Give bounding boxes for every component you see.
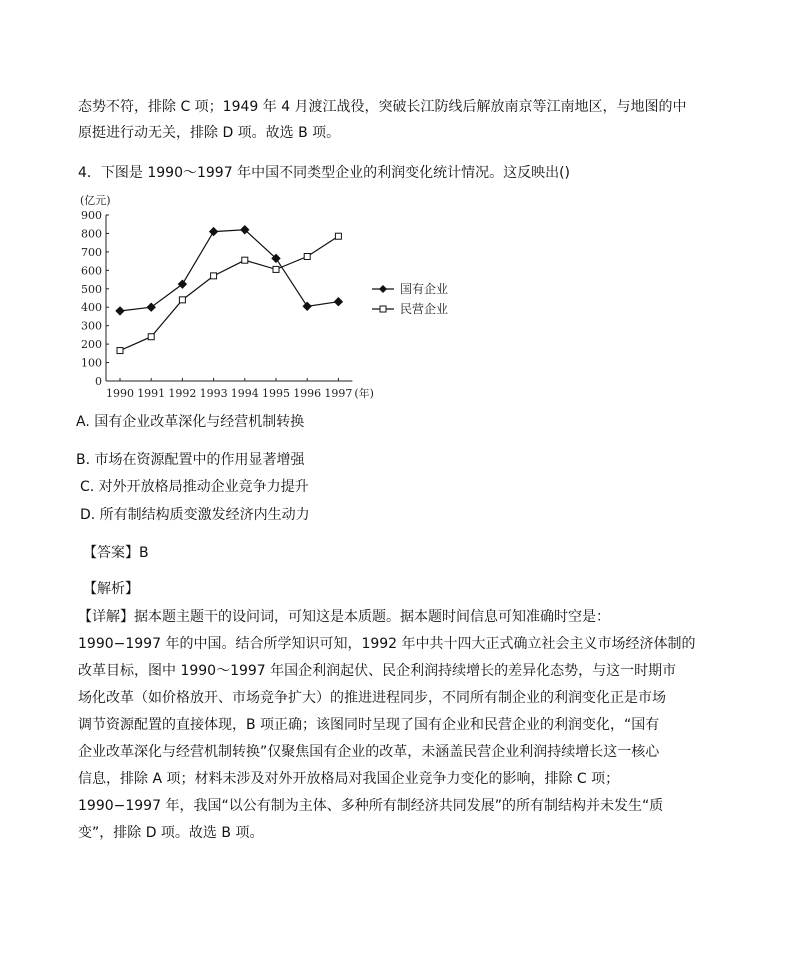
intro-line-2: 原挺进行动无关，排除 D 项。故选 B 项。 [78, 125, 341, 141]
x-tick-label: 1995 [262, 387, 290, 400]
option-b[interactable]: B. 市场在资源配置中的作用显著增强 [76, 452, 305, 468]
analysis-line-4: 场化改革（如价格放开、市场竞争扩大）的推进进程同步，不同所有制企业的利润变化正是市场 [78, 690, 666, 706]
y-tick-label: 900 [81, 209, 102, 222]
data-point-state-owned [303, 302, 311, 310]
analysis-line-7: 信息，排除 A 项；材料未涉及对外开放格局对我国企业竞争力变化的影响，排除 C 项； [78, 771, 620, 787]
answer-label: 【答案】B [83, 545, 149, 561]
data-point-state-owned [334, 298, 342, 306]
question-stem: 4．下图是 1990～1997 年中国不同类型企业的利润变化统计情况。这反映出() [78, 165, 570, 181]
option-a[interactable]: A. 国有企业改革深化与经营机制转换 [76, 414, 305, 430]
data-point-state-owned [116, 307, 124, 315]
data-point-private [242, 257, 248, 263]
data-point-private [117, 348, 123, 354]
y-axis-unit: (亿元) [80, 194, 111, 207]
x-tick-label: 1992 [168, 387, 197, 400]
analysis-line-6: 企业改革深化与经营机制转换”仅聚焦国有企业的改革，未涵盖民营企业利润持续增长这一核心 [78, 744, 660, 760]
y-tick-label: 200 [81, 338, 102, 352]
x-tick-label: 1997 [324, 387, 353, 400]
analysis-line-2: 1990−1997 年的中国。结合所学知识可知，1992 年中共十四大正式确立社会主义市场经济体制的 [78, 636, 696, 652]
y-tick-label: 700 [81, 245, 102, 259]
y-tick-label: 300 [81, 319, 102, 333]
profit-line-chart [70, 190, 490, 405]
data-point-private [179, 297, 185, 303]
analysis-line-1: 【详解】据本题主题干的设问词，可知这是本质题。据本题时间信息可知准确时空是： [78, 609, 610, 625]
y-tick-label: 600 [81, 264, 102, 278]
analysis-line-9: 变”，排除 D 项。故选 B 项。 [78, 825, 264, 841]
x-tick-label: 1993 [199, 387, 228, 400]
data-point-state-owned [210, 228, 218, 236]
y-tick-label: 0 [95, 375, 102, 388]
x-tick-label: 1990 [106, 387, 134, 400]
chart-series [116, 226, 342, 354]
data-point-private [304, 254, 310, 260]
analysis-line-3: 改革目标，图中 1990～1997 年国企利润起伏、民企利润持续增长的差异化态势，与这一时期市 [78, 663, 677, 679]
data-point-private [335, 233, 341, 239]
y-tick-label: 400 [81, 301, 102, 315]
legend-label: 国有企业 [400, 282, 449, 296]
x-tick-label: 1996 [293, 387, 322, 400]
x-axis-unit: (年) [354, 387, 374, 400]
option-d[interactable]: D. 所有制结构质变激发经济内生动力 [80, 507, 310, 523]
chart-legend [372, 281, 448, 316]
option-c[interactable]: C. 对外开放格局推动企业竞争力提升 [80, 479, 309, 495]
legend-marker-diamond [379, 285, 387, 293]
data-point-private [273, 266, 279, 272]
x-tick-label: 1994 [230, 387, 259, 400]
chart-axes [106, 215, 352, 381]
x-tick-label: 1991 [137, 387, 166, 400]
data-point-private [148, 334, 154, 340]
data-point-private [211, 273, 217, 279]
analysis-line-8: 1990−1997 年，我国“以公有制为主体、多种所有制经济共同发展”的所有制结构并未发生“质 [78, 798, 664, 814]
legend-marker-square [380, 306, 386, 312]
legend-label: 民营企业 [400, 302, 449, 316]
y-tick-label: 500 [81, 282, 102, 296]
analysis-label: 【解析】 [83, 581, 139, 597]
intro-line-1: 态势不符，排除 C 项；1949 年 4 月渡江战役，突破长江防线后解放南京等江南地区，与地图的中 [78, 99, 687, 115]
y-tick-label: 800 [81, 227, 102, 241]
series-line-1 [120, 230, 338, 311]
analysis-line-5: 调节资源配置的直接体现，B 项正确；该图同时呈现了国有企业和民营企业的利润变化，“国有 [78, 717, 660, 733]
y-tick-label: 100 [81, 356, 102, 370]
y-axis-ticks [81, 209, 109, 388]
